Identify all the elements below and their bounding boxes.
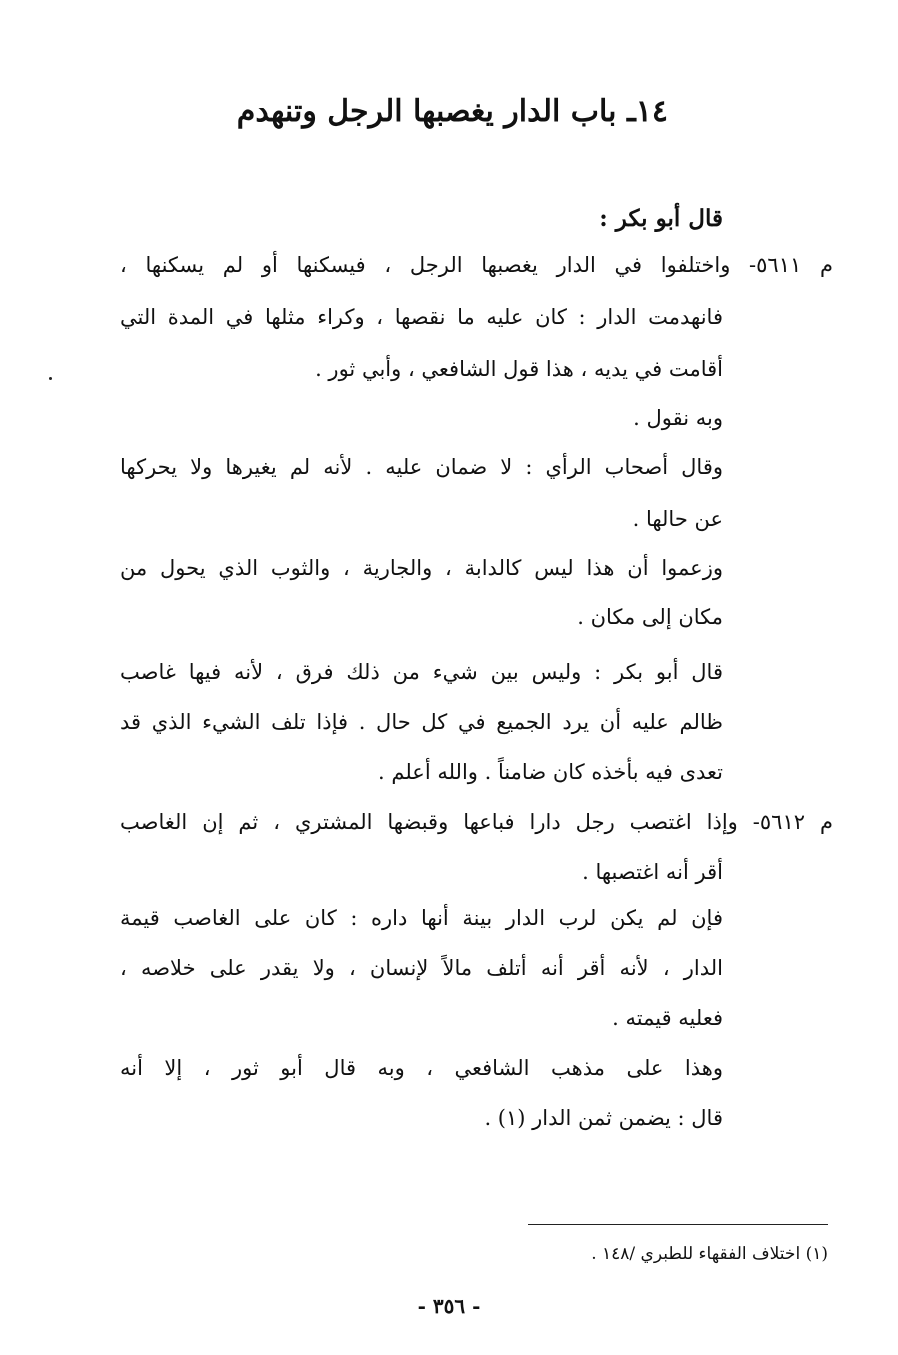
text-line: ظالم عليه أن يرد الجميع في كل حال . فإذا تلف الشيء الذي قد [120, 710, 723, 734]
text-line: الدار ، لأنه أقر أنه أتلف مالاً لإنسان ، ولا يقدر على خلاصه ، [120, 956, 723, 980]
text-line: عن حالها . [632, 507, 723, 531]
text-line: أقامت في يديه ، هذا قول الشافعي ، وأبي ثور . [315, 357, 723, 381]
text-line: فانهدمت الدار : كان عليه ما نقصها ، وكراء مثلها في المدة التي [120, 305, 723, 329]
chapter-title: ١٤ـ باب الدار يغصبها الرجل وتنهدم [236, 94, 668, 129]
text-line: فإن لم يكن لرب الدار بينة أنها داره : كان على الغاصب قيمة [120, 906, 723, 930]
section-heading: قال أبو بكر : [599, 205, 723, 232]
text-line: وقال أصحاب الرأي : لا ضمان عليه . لأنه لم يغيرها ولا يحركها [120, 455, 723, 479]
text-line: قال : يضمن ثمن الدار (١) . [484, 1106, 723, 1130]
text-line: م ٥٦١١- واختلفوا في الدار يغصبها الرجل ، فيسكنها أو لم يسكنها ، [120, 253, 833, 277]
text-line: وبه نقول . [633, 406, 723, 430]
text-line: مكان إلى مكان . [577, 605, 723, 629]
ink-speck [49, 377, 52, 380]
text-line: تعدى فيه بأخذه كان ضامناً . والله أعلم . [378, 760, 723, 784]
text-line: قال أبو بكر : وليس بين شيء من ذلك فرق ، لأنه فيها غاصب [120, 660, 723, 684]
text-line: أقر أنه اغتصبها . [582, 860, 723, 884]
text-line: وزعموا أن هذا ليس كالدابة ، والجارية ، والثوب الذي يحول من [120, 556, 723, 580]
footnote-separator [528, 1224, 828, 1225]
text-line: م ٥٦١٢- وإذا اغتصب رجل دارا فباعها وقبضها المشتري ، ثم إن الغاصب [120, 810, 833, 834]
page-number: - ٣٥٦ - [417, 1294, 481, 1318]
footnote: (١) اختلاف الفقهاء للطبري /١٤٨ . [591, 1244, 828, 1264]
text-line: فعليه قيمته . [612, 1006, 723, 1030]
text-line: وهذا على مذهب الشافعي ، وبه قال أبو ثور ، إلا أنه [120, 1056, 723, 1080]
